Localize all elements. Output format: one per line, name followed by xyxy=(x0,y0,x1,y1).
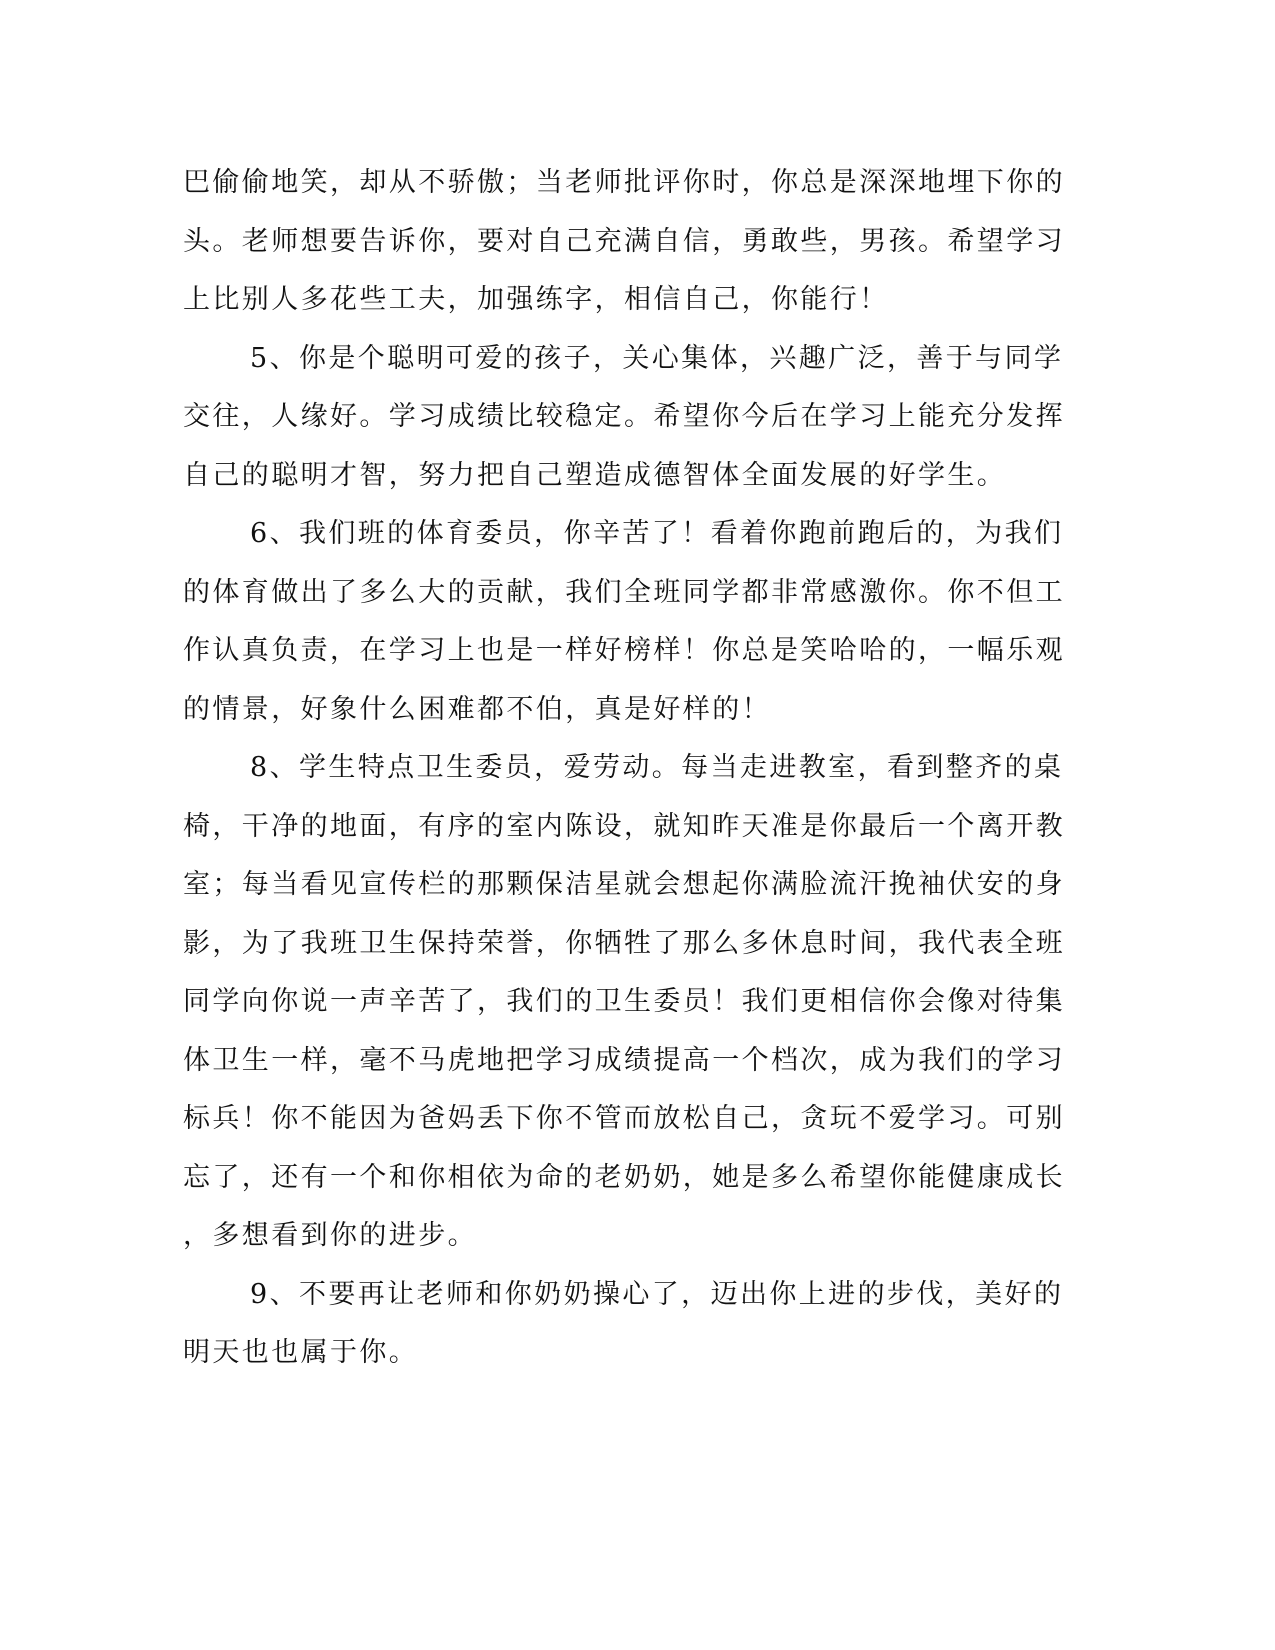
text-line: 巴偷偷地笑，却从不骄傲；当老师批评你时，你总是深深地埋下你的 xyxy=(183,167,1065,198)
text-line: 交往，人缘好。学习成绩比较稳定。希望你今后在学习上能充分发挥 xyxy=(183,401,1065,432)
body-text xyxy=(183,154,1065,1383)
text-line: 的情景，好象什么困难都不伯，真是好样的！ xyxy=(183,693,771,725)
text-line: 室；每当看见宣传栏的那颗保洁星就会想起你满脸流汗挽袖伏安的身 xyxy=(183,869,1065,900)
text-line: 自己的聪明才智，努力把自己塑造成德智体全面发展的好学生。 xyxy=(183,459,1007,491)
text-line: 忘了，还有一个和你相依为命的老奶奶，她是多么希望你能健康成长 xyxy=(183,1161,1065,1193)
paragraph-start-line: 8、学生特点卫生委员，爱劳动。每当走进教室，看到整齐的桌 xyxy=(250,752,1064,783)
text-line: 的体育做出了多么大的贡献，我们全班同学都非常感激你。你不但工 xyxy=(183,576,1065,608)
text-line: 影，为了我班卫生保持荣誉，你牺牲了那么多休息时间，我代表全班 xyxy=(183,927,1065,959)
text-line: 上比别人多花些工夫，加强练字，相信自己，你能行！ xyxy=(183,284,889,315)
text-line: 作认真负责，在学习上也是一样好榜样！你总是笑哈哈的，一幅乐观 xyxy=(183,635,1065,666)
paragraph-start-line: 6、我们班的体育委员，你辛苦了！看着你跑前跑后的，为我们 xyxy=(250,518,1064,549)
text-line: 头。老师想要告诉你，要对自己充满自信，勇敢些，男孩。希望学习 xyxy=(183,225,1065,257)
text-line: 椅，干净的地面，有序的室内陈设，就知昨天准是你最后一个离开教 xyxy=(183,810,1065,842)
text-line: 明天也也属于你。 xyxy=(183,1337,419,1368)
text-line: 同学向你说一声辛苦了，我们的卫生委员！我们更相信你会像对待集 xyxy=(183,986,1065,1017)
text-line: 标兵！你不能因为爸妈丢下你不管而放松自己，贪玩不爱学习。可别 xyxy=(183,1103,1065,1134)
paragraph-start-line: 9、不要再让老师和你奶奶操心了，迈出你上进的步伐，美好的 xyxy=(250,1278,1064,1310)
text-line: ，多想看到你的进步。 xyxy=(183,1220,477,1251)
paragraph-start-line: 5、你是个聪明可爱的孩子，关心集体，兴趣广泛，善于与同学 xyxy=(250,342,1064,374)
text-line: 体卫生一样，毫不马虎地把学习成绩提高一个档次，成为我们的学习 xyxy=(183,1044,1065,1076)
